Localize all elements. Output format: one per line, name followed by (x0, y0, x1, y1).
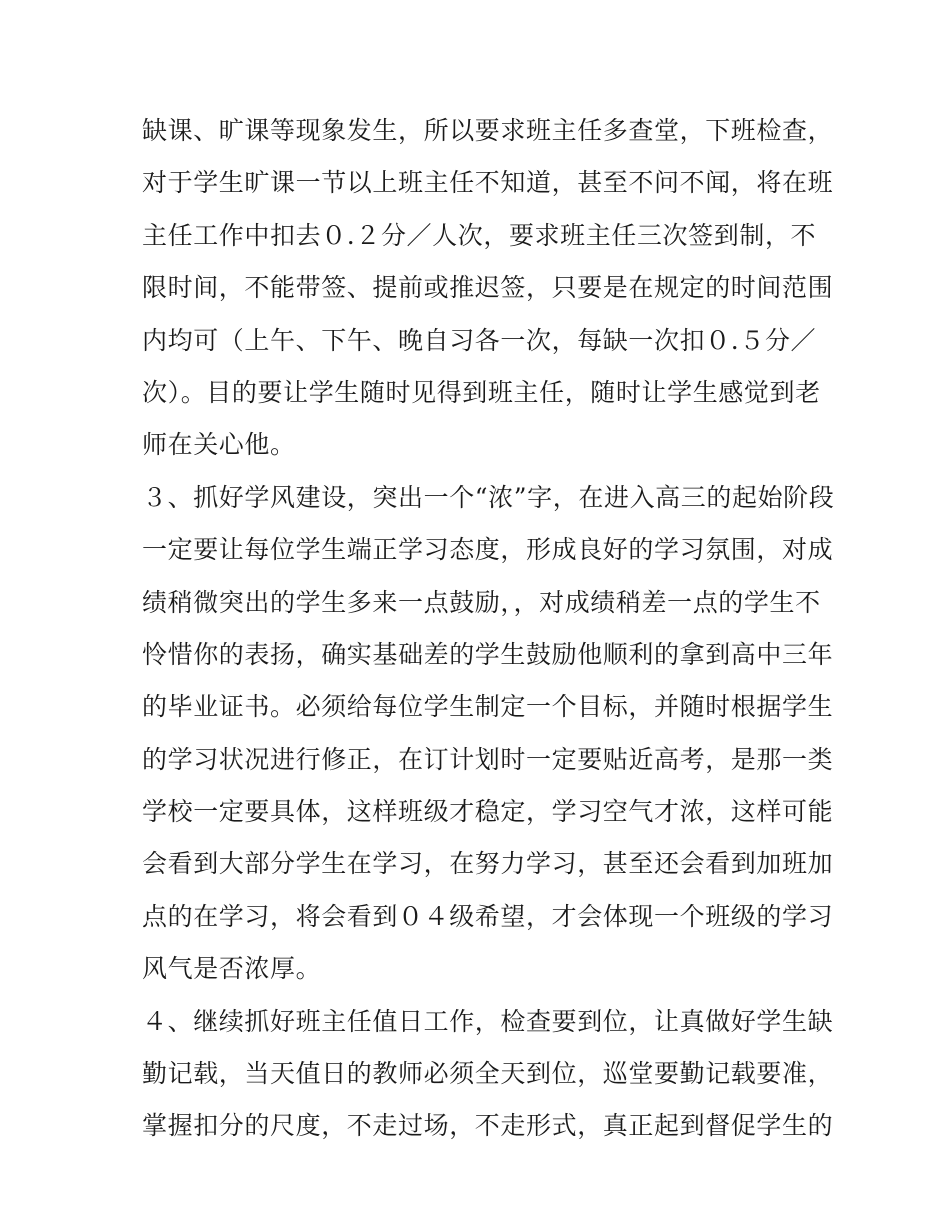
text-line: 限时间，不能带签、提前或推迟签，只要是在规定的时间范围 (142, 273, 834, 303)
text-line: 主任工作中扣去０.２分／人次，要求班主任三次签到制，不 (142, 220, 817, 250)
paragraph-3-start: ３、抓好学风建设，突出一个“浓”字，在进入高三的起始阶段 (142, 482, 835, 512)
text-line: 内均可（上午、下午、晚自习各一次，每缺一次扣０.５分／ (142, 325, 817, 355)
text-line: 的学习状况进行修正，在订计划时一定要贴近高考，是那一类 (142, 744, 834, 774)
text-line: 怜惜你的表扬，确实基础差的学生鼓励他顺利的拿到高中三年 (142, 639, 834, 669)
text-line: 点的在学习，将会看到０４级希望，才会体现一个班级的学习 (142, 901, 834, 931)
text-line: 的毕业证书。必须给每位学生制定一个目标，并随时根据学生 (142, 692, 834, 722)
text-line: 勤记载，当天值日的教师必须全天到位，巡堂要勤记载要准， (142, 1059, 834, 1089)
document-body (142, 105, 835, 1153)
text-line: 会看到大部分学生在学习，在努力学习，甚至还会看到加班加 (142, 849, 834, 879)
text-line: 一定要让每位学生端正学习态度，形成良好的学习氛围，对成 (142, 535, 834, 565)
text-line: 学校一定要具体，这样班级才稳定，学习空气才浓，这样可能 (142, 797, 834, 827)
paragraph-4-start: ４、继续抓好班主任值日工作，检查要到位，让真做好学生缺 (142, 1006, 834, 1036)
text-line: 对于学生旷课一节以上班主任不知道，甚至不问不闻，将在班 (142, 168, 834, 198)
text-line: 绩稍微突出的学生多来一点鼓励，，对成绩稍差一点的学生不 (142, 587, 821, 617)
text-line: 风气是否浓厚。 (142, 954, 322, 984)
text-line: 师在关心他。 (142, 430, 296, 460)
text-line: 掌握扣分的尺度，不走过场，不走形式，真正起到督促学生的 (142, 1111, 834, 1141)
text-line: 缺课、旷课等现象发生，所以要求班主任多查堂，下班检查， (142, 116, 834, 145)
text-line: 次）。目的要让学生随时见得到班主任，随时让学生感觉到老 (142, 377, 821, 407)
